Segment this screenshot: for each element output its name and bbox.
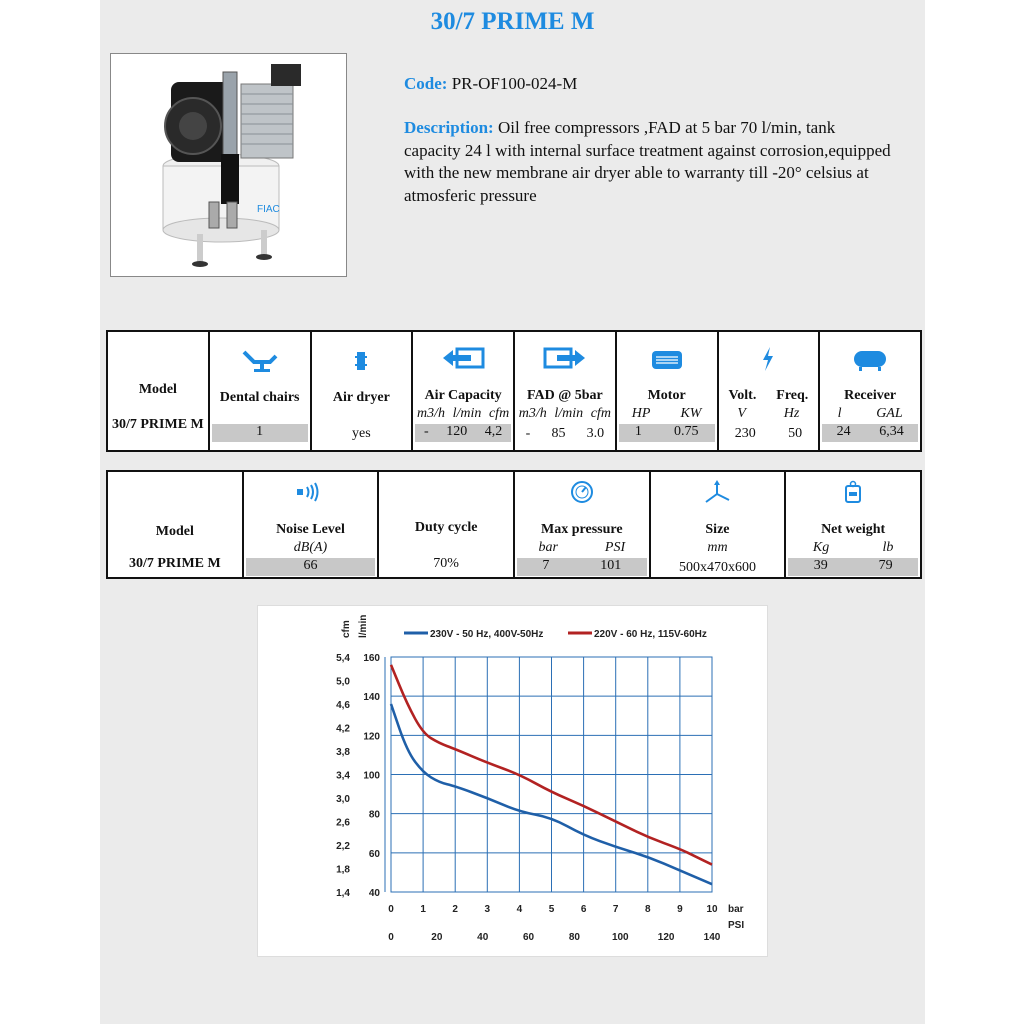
- max-pressure-value-psi: 101: [600, 558, 622, 573]
- noise-header: Noise Level: [276, 522, 345, 537]
- size-value: 500x470x600: [678, 560, 756, 575]
- x-bar-axis-label: bar: [728, 904, 744, 915]
- x-bar-tick-label: 4: [516, 904, 523, 915]
- motor-unit-hp: HP: [631, 406, 651, 421]
- y-lmin-tick-label: 100: [363, 770, 380, 782]
- motor-unit-kw: KW: [680, 406, 702, 421]
- weight-unit-kg: Kg: [812, 540, 830, 555]
- duty-value: 70%: [433, 556, 459, 571]
- weight-header: Net weight: [821, 522, 886, 537]
- description: [404, 117, 894, 207]
- x-bar-tick-label: 8: [645, 904, 651, 915]
- description-text: Oil free compressors ,FAD at 5 bar 70 l/min, tank capacity 24 l with internal surface treatment against corrosion,equipped with the new membrane air dryer able to warranty till -20° celsius at atmosferic pressure: [404, 118, 891, 205]
- x-psi-tick-label: 120: [657, 932, 675, 943]
- chart-svg: [258, 606, 769, 958]
- legend-label-series-2: 220V - 60 Hz, 115V-60Hz: [594, 629, 707, 640]
- noise-value: 66: [246, 558, 376, 576]
- max-pressure-unit-psi: PSI: [604, 540, 626, 555]
- max-pressure-value-bar: 7: [542, 558, 550, 573]
- receiver-unit-gal: GAL: [876, 406, 903, 421]
- volt-unit: V: [737, 406, 746, 421]
- model-value: 30/7 PRIME M: [111, 417, 204, 432]
- volt-header: Volt.: [728, 388, 757, 403]
- freq-header: Freq.: [776, 388, 809, 403]
- air-capacity-value-lmin: 120: [446, 424, 468, 439]
- y-cfm-tick-label: 5,0: [336, 676, 350, 688]
- legend-label-series-1: 230V - 50 Hz, 400V-50Hz: [430, 629, 544, 640]
- y-cfm-tick-label: 1,8: [336, 864, 350, 876]
- motor-column: [616, 331, 718, 451]
- model-header-2: Model: [155, 524, 194, 539]
- y-cfm-axis-label: cfm: [341, 620, 352, 638]
- y-cfm-tick-label: 2,6: [336, 817, 350, 829]
- spec-table-1: [106, 330, 922, 452]
- electrical-column: [718, 331, 820, 451]
- air-capacity-unit-m3h: m3/h: [417, 406, 446, 421]
- air-intake-icon: [441, 346, 485, 370]
- air-dryer-value: yes: [352, 426, 371, 441]
- x-psi-tick-label: 60: [523, 932, 535, 943]
- x-psi-tick-label: 80: [568, 932, 580, 943]
- y-cfm-tick-label: 2,2: [336, 841, 350, 852]
- spec-table-2: [106, 470, 922, 579]
- fad-value-m3h: -: [525, 426, 531, 441]
- y-lmin-tick-label: 160: [363, 653, 380, 664]
- receiver-value-gal: 6,34: [879, 424, 904, 439]
- weight-icon: [843, 480, 863, 504]
- model-value-2: 30/7 PRIME M: [128, 556, 221, 571]
- y-cfm-tick-label: 4,6: [336, 700, 350, 711]
- receiver-header: Receiver: [844, 388, 897, 403]
- code-line: [404, 74, 577, 94]
- x-psi-axis-label: PSI: [728, 920, 745, 931]
- x-bar-tick-label: 5: [548, 904, 555, 915]
- x-psi-tick-label: 0: [388, 932, 394, 943]
- fad-column: [514, 331, 616, 451]
- size-unit: mm: [707, 540, 728, 555]
- lightning-icon: [760, 346, 776, 372]
- model-column-2: [107, 471, 243, 578]
- weight-value-lb: 79: [878, 558, 893, 573]
- dental-chairs-header: Dental chairs: [219, 390, 300, 405]
- air-capacity-value-m3h: -: [424, 424, 429, 439]
- y-lmin-tick-label: 120: [363, 731, 380, 743]
- y-cfm-tick-label: 3,8: [336, 747, 350, 758]
- x-psi-tick-label: 40: [477, 932, 489, 943]
- code-label: Code:: [404, 74, 448, 93]
- dimensions-icon: [703, 480, 731, 506]
- air-dryer-icon: [354, 350, 368, 372]
- receiver-value-l: 24: [836, 424, 851, 439]
- noise-column: [243, 471, 379, 578]
- fad-unit-m3h: m3/h: [518, 406, 547, 421]
- x-bar-tick-label: 3: [484, 904, 491, 915]
- y-cfm-tick-label: 4,2: [336, 723, 350, 735]
- y-cfm-tick-label: 5,4: [336, 653, 350, 664]
- model-column: [107, 331, 209, 451]
- sound-waves-icon: [295, 482, 325, 502]
- dental-chairs-value: 1: [212, 424, 308, 442]
- y-lmin-tick-label: 40: [368, 888, 380, 899]
- model-header: Model: [138, 382, 177, 397]
- weight-value-kg: 39: [813, 558, 828, 573]
- tank-icon: [850, 348, 890, 372]
- max-pressure-unit-bar: bar: [538, 540, 558, 555]
- receiver-column: [819, 331, 921, 451]
- fad-header: FAD @ 5bar: [526, 388, 603, 403]
- y-cfm-tick-label: 3,0: [336, 794, 350, 805]
- x-psi-tick-label: 20: [431, 932, 443, 943]
- y-lmin-axis-label: l/min: [358, 614, 369, 638]
- dental-chair-icon: [240, 348, 280, 374]
- size-header: Size: [705, 522, 730, 537]
- fad-value-cfm: 3.0: [586, 426, 605, 441]
- x-bar-tick-label: 1: [420, 904, 426, 915]
- receiver-unit-l: l: [837, 406, 842, 421]
- air-output-icon: [543, 346, 587, 370]
- compressor-illustration: [111, 54, 347, 277]
- fad-value-lmin: 85: [551, 426, 566, 441]
- duty-header: Duty cycle: [414, 520, 478, 535]
- dental-chairs-column: [209, 331, 311, 451]
- air-dryer-column: [311, 331, 413, 451]
- duty-column: [378, 471, 514, 578]
- brand-logo: FIAC: [257, 204, 280, 215]
- volt-value: 230: [734, 426, 756, 441]
- air-capacity-unit-lmin: l/min: [452, 406, 482, 421]
- x-psi-tick-label: 140: [703, 932, 721, 943]
- weight-unit-lb: lb: [882, 540, 894, 555]
- x-bar-tick-label: 6: [580, 904, 587, 915]
- air-capacity-column: [412, 331, 514, 451]
- motor-value-hp: 1: [634, 424, 642, 439]
- x-psi-tick-label: 100: [611, 932, 629, 943]
- freq-unit: Hz: [783, 406, 800, 421]
- x-bar-tick-label: 9: [677, 904, 683, 915]
- product-photo: [110, 53, 347, 277]
- noise-unit: dB(A): [293, 540, 328, 555]
- description-label: Description:: [404, 118, 494, 137]
- code-value: PR-OF100-024-M: [451, 74, 578, 93]
- y-cfm-tick-label: 1,4: [336, 888, 350, 899]
- y-lmin-tick-label: 80: [368, 809, 380, 821]
- freq-value: 50: [788, 426, 803, 441]
- fad-unit-cfm: cfm: [590, 406, 611, 421]
- x-bar-tick-label: 2: [452, 904, 458, 915]
- air-capacity-header: Air Capacity: [424, 388, 502, 403]
- fad-unit-lmin: l/min: [554, 406, 584, 421]
- performance-chart: [257, 605, 768, 957]
- motor-icon: [650, 348, 684, 372]
- weight-column: [785, 471, 921, 578]
- size-column: [650, 471, 786, 578]
- y-cfm-tick-label: 3,4: [336, 770, 350, 782]
- pressure-gauge-icon: [570, 480, 594, 504]
- max-pressure-header: Max pressure: [541, 522, 623, 537]
- motor-header: Motor: [647, 388, 686, 403]
- x-bar-tick-label: 0: [388, 904, 394, 915]
- y-lmin-tick-label: 60: [368, 848, 380, 860]
- x-bar-tick-label: 10: [706, 904, 718, 915]
- air-capacity-unit-cfm: cfm: [488, 406, 510, 421]
- x-bar-tick-label: 7: [612, 904, 619, 915]
- page-title: 30/7 PRIME M: [430, 8, 595, 35]
- y-lmin-tick-label: 140: [363, 692, 380, 704]
- motor-value-kw: 0.75: [673, 424, 699, 439]
- air-dryer-header: Air dryer: [332, 390, 390, 405]
- air-capacity-value-cfm: 4,2: [484, 424, 503, 439]
- max-pressure-column: [514, 471, 650, 578]
